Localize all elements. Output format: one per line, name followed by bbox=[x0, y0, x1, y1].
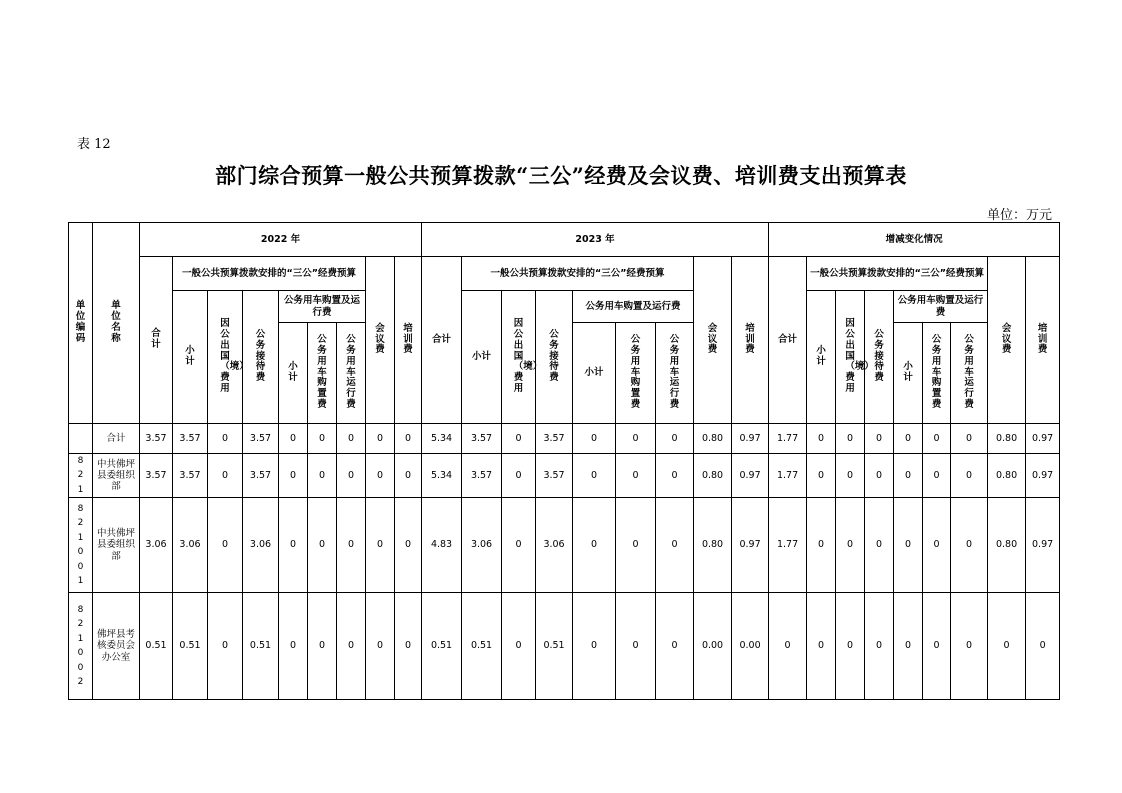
table-body bbox=[69, 424, 1060, 700]
value-cell: 0 bbox=[308, 454, 337, 498]
value-cell: 0 bbox=[616, 593, 656, 700]
value-cell: 0 bbox=[894, 454, 923, 498]
value-cell: 0 bbox=[836, 593, 865, 700]
value-cell: 0.97 bbox=[732, 424, 769, 454]
value-cell: 0 bbox=[988, 593, 1026, 700]
value-cell: 0 bbox=[395, 593, 422, 700]
table-number: 表 12 bbox=[77, 137, 111, 152]
header-change-vehicle-purchase: 公务用车购置费 bbox=[923, 323, 951, 424]
value-cell: 0 bbox=[1026, 593, 1060, 700]
header-change-vehicle-subtotal: 小计 bbox=[894, 323, 923, 424]
value-cell: 0 bbox=[836, 454, 865, 498]
value-cell: 0 bbox=[836, 498, 865, 593]
value-cell: 0 bbox=[573, 593, 616, 700]
budget-table bbox=[68, 222, 1060, 700]
header-change-overseas: 因公出国（境）费用 bbox=[836, 291, 865, 424]
value-cell: 0 bbox=[366, 424, 395, 454]
value-cell: 3.06 bbox=[140, 498, 173, 593]
unit-label: 单位：万元 bbox=[986, 208, 1052, 223]
value-cell: 0 bbox=[865, 498, 894, 593]
value-cell: 0.51 bbox=[243, 593, 279, 700]
value-cell: 0 bbox=[208, 593, 243, 700]
header-2022-overseas: 因公出国（境）费用 bbox=[208, 291, 243, 424]
value-cell: 0 bbox=[308, 498, 337, 593]
value-cell: 1.77 bbox=[769, 498, 807, 593]
value-cell: 0 bbox=[865, 593, 894, 700]
unit-name-cell: 中共佛坪县委组织部 bbox=[93, 498, 140, 593]
value-cell: 0 bbox=[807, 498, 836, 593]
value-cell: 3.57 bbox=[462, 454, 502, 498]
header-2022-vehicle: 公务用车购置及运行费 bbox=[279, 291, 366, 323]
value-cell: 0 bbox=[366, 498, 395, 593]
value-cell: 3.57 bbox=[536, 454, 573, 498]
header-2022-vehicle-operation: 公务用车运行费 bbox=[337, 323, 366, 424]
value-cell: 0.80 bbox=[988, 454, 1026, 498]
header-2023-vehicle-subtotal: 小计 bbox=[573, 323, 616, 424]
value-cell: 0 bbox=[208, 424, 243, 454]
value-cell: 3.57 bbox=[140, 454, 173, 498]
value-cell: 0 bbox=[279, 454, 308, 498]
header-2023-vehicle-operation: 公务用车运行费 bbox=[656, 323, 694, 424]
value-cell: 0 bbox=[337, 498, 366, 593]
header-change: 增减变化情况 bbox=[769, 223, 1060, 257]
value-cell: 0 bbox=[923, 593, 951, 700]
header-change-reception: 公务接待费 bbox=[865, 291, 894, 424]
value-cell: 1.77 bbox=[769, 454, 807, 498]
value-cell: 0 bbox=[951, 593, 988, 700]
value-cell: 0 bbox=[395, 498, 422, 593]
value-cell: 0 bbox=[807, 424, 836, 454]
value-cell: 0 bbox=[656, 593, 694, 700]
value-cell: 3.57 bbox=[173, 424, 208, 454]
value-cell: 0.51 bbox=[462, 593, 502, 700]
value-cell: 0 bbox=[656, 498, 694, 593]
value-cell: 0.97 bbox=[732, 498, 769, 593]
unit-code-cell: 821001 bbox=[69, 498, 93, 593]
value-cell: 0 bbox=[573, 454, 616, 498]
value-cell: 3.57 bbox=[243, 424, 279, 454]
header-2023-meeting: 会议费 bbox=[694, 257, 732, 424]
value-cell: 0 bbox=[894, 593, 923, 700]
header-year-2023: 2023 年 bbox=[422, 223, 769, 257]
value-cell: 0 bbox=[894, 424, 923, 454]
value-cell: 0 bbox=[769, 593, 807, 700]
unit-name-cell: 佛坪县考核委员会办公室 bbox=[93, 593, 140, 700]
value-cell: 3.57 bbox=[140, 424, 173, 454]
value-cell: 3.06 bbox=[536, 498, 573, 593]
header-change-training: 培训费 bbox=[1026, 257, 1060, 424]
unit-code-cell: 821 bbox=[69, 454, 93, 498]
header-change-total: 合计 bbox=[769, 257, 807, 424]
value-cell: 5.34 bbox=[422, 424, 462, 454]
value-cell: 0 bbox=[502, 454, 536, 498]
value-cell: 3.57 bbox=[536, 424, 573, 454]
value-cell: 0 bbox=[573, 424, 616, 454]
value-cell: 0.97 bbox=[1026, 424, 1060, 454]
unit-code-cell bbox=[69, 424, 93, 454]
value-cell: 0 bbox=[502, 498, 536, 593]
header-2023-overseas: 因公出国（境）费用 bbox=[502, 291, 536, 424]
table-row bbox=[69, 424, 1060, 454]
value-cell: 0 bbox=[807, 454, 836, 498]
header-change-subtotal: 小计 bbox=[807, 291, 836, 424]
value-cell: 1.77 bbox=[769, 424, 807, 454]
header-2022-subtotal: 小计 bbox=[173, 291, 208, 424]
value-cell: 0 bbox=[279, 424, 308, 454]
unit-name-cell: 合计 bbox=[93, 424, 140, 454]
unit-name-cell: 中共佛坪县委组织部 bbox=[93, 454, 140, 498]
value-cell: 0 bbox=[656, 424, 694, 454]
value-cell: 0 bbox=[395, 424, 422, 454]
unit-code-cell: 821002 bbox=[69, 593, 93, 700]
value-cell: 0.00 bbox=[694, 593, 732, 700]
value-cell: 0 bbox=[366, 454, 395, 498]
value-cell: 0 bbox=[923, 454, 951, 498]
value-cell: 0 bbox=[279, 593, 308, 700]
value-cell: 0 bbox=[923, 424, 951, 454]
value-cell: 0 bbox=[308, 593, 337, 700]
value-cell: 0.51 bbox=[173, 593, 208, 700]
value-cell: 0.51 bbox=[422, 593, 462, 700]
value-cell: 0 bbox=[308, 424, 337, 454]
header-unit-name: 单位名称 bbox=[93, 223, 140, 424]
value-cell: 0 bbox=[865, 424, 894, 454]
value-cell: 0 bbox=[279, 498, 308, 593]
value-cell: 0.80 bbox=[694, 424, 732, 454]
value-cell: 0.80 bbox=[988, 498, 1026, 593]
value-cell: 3.06 bbox=[462, 498, 502, 593]
value-cell: 0 bbox=[502, 424, 536, 454]
header-2022-meeting: 会议费 bbox=[366, 257, 395, 424]
value-cell: 0.51 bbox=[140, 593, 173, 700]
value-cell: 0.51 bbox=[536, 593, 573, 700]
table-row bbox=[69, 454, 1060, 498]
value-cell: 0.97 bbox=[1026, 498, 1060, 593]
header-2022-training: 培训费 bbox=[395, 257, 422, 424]
header-2023-vehicle: 公务用车购置及运行费 bbox=[573, 291, 694, 323]
value-cell: 0.80 bbox=[694, 498, 732, 593]
value-cell: 0.00 bbox=[732, 593, 769, 700]
value-cell: 0 bbox=[573, 498, 616, 593]
value-cell: 0 bbox=[208, 454, 243, 498]
value-cell: 3.06 bbox=[173, 498, 208, 593]
header-2022-reception: 公务接待费 bbox=[243, 291, 279, 424]
table-row bbox=[69, 498, 1060, 593]
value-cell: 0 bbox=[616, 424, 656, 454]
value-cell: 0 bbox=[337, 454, 366, 498]
header-2023-subtotal: 小计 bbox=[462, 291, 502, 424]
header-2023-total: 合计 bbox=[422, 257, 462, 424]
header-change-sangong: 一般公共预算拨款安排的“三公”经费预算 bbox=[807, 257, 988, 291]
header-change-vehicle-operation: 公务用车运行费 bbox=[951, 323, 988, 424]
value-cell: 0 bbox=[836, 424, 865, 454]
value-cell: 0 bbox=[395, 454, 422, 498]
value-cell: 0 bbox=[894, 498, 923, 593]
value-cell: 4.83 bbox=[422, 498, 462, 593]
value-cell: 0.97 bbox=[1026, 454, 1060, 498]
value-cell: 0.80 bbox=[988, 424, 1026, 454]
value-cell: 0 bbox=[502, 593, 536, 700]
value-cell: 0 bbox=[208, 498, 243, 593]
header-change-meeting: 会议费 bbox=[988, 257, 1026, 424]
header-2022-total: 合计 bbox=[140, 257, 173, 424]
value-cell: 0 bbox=[951, 454, 988, 498]
header-2022-sangong: 一般公共预算拨款安排的“三公”经费预算 bbox=[173, 257, 366, 291]
value-cell: 3.57 bbox=[173, 454, 208, 498]
value-cell: 0 bbox=[951, 424, 988, 454]
header-year-2022: 2022 年 bbox=[140, 223, 422, 257]
value-cell: 0 bbox=[951, 498, 988, 593]
value-cell: 3.57 bbox=[243, 454, 279, 498]
value-cell: 0 bbox=[616, 454, 656, 498]
table-row bbox=[69, 593, 1060, 700]
value-cell: 0 bbox=[337, 593, 366, 700]
value-cell: 0 bbox=[923, 498, 951, 593]
header-2023-vehicle-purchase: 公务用车购置费 bbox=[616, 323, 656, 424]
value-cell: 0 bbox=[337, 424, 366, 454]
header-2023-training: 培训费 bbox=[732, 257, 769, 424]
header-2022-vehicle-purchase: 公务用车购置费 bbox=[308, 323, 337, 424]
value-cell: 0.97 bbox=[732, 454, 769, 498]
header-change-vehicle: 公务用车购置及运行费 bbox=[894, 291, 988, 323]
value-cell: 5.34 bbox=[422, 454, 462, 498]
value-cell: 0 bbox=[616, 498, 656, 593]
header-2023-sangong: 一般公共预算拨款安排的“三公”经费预算 bbox=[462, 257, 694, 291]
page-title: 部门综合预算一般公共预算拨款“三公”经费及会议费、培训费支出预算表 bbox=[215, 163, 907, 188]
value-cell: 3.06 bbox=[243, 498, 279, 593]
header-2023-reception: 公务接待费 bbox=[536, 291, 573, 424]
value-cell: 0 bbox=[865, 454, 894, 498]
value-cell: 0 bbox=[807, 593, 836, 700]
value-cell: 0.80 bbox=[694, 454, 732, 498]
value-cell: 0 bbox=[366, 593, 395, 700]
header-2022-vehicle-subtotal: 小计 bbox=[279, 323, 308, 424]
header-unit-code: 单位编码 bbox=[69, 223, 93, 424]
value-cell: 3.57 bbox=[462, 424, 502, 454]
value-cell: 0 bbox=[656, 454, 694, 498]
